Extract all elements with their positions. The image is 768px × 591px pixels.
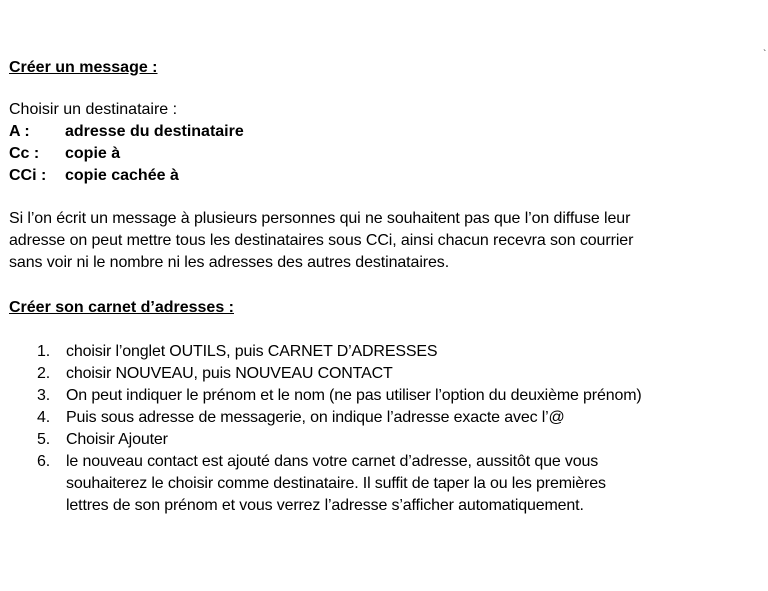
term-abbr-cci: CCi : <box>9 167 47 184</box>
intro-choose-recipient: Choisir un destinataire : <box>9 101 178 118</box>
list-item <box>9 341 767 363</box>
step-text: choisir NOUVEAU, puis NOUVEAU CONTACT <box>66 365 393 382</box>
step-text: On peut indiquer le prénom et le nom (ne pas utiliser l’option du deuxième prénom) <box>66 387 642 404</box>
term-def-cci: copie cachée à <box>65 167 179 184</box>
heading-address-book: Créer son carnet d’adresses : <box>9 299 234 316</box>
step-text: Choisir Ajouter <box>66 431 168 448</box>
document-page <box>9 0 767 591</box>
step-number: 6. <box>37 453 51 470</box>
list-item <box>9 385 767 407</box>
step-text: Puis sous adresse de messagerie, on indique l’adresse exacte avec l’@ <box>66 409 565 426</box>
step-number: 3. <box>37 387 51 404</box>
list-item <box>9 429 767 451</box>
paragraph-line: sans voir ni le nombre ni les adresses des autres destinataires. <box>9 254 450 271</box>
paragraph-line: Si l’on écrit un message à plusieurs personnes qui ne souhaitent pas que l’on diffuse leur <box>9 210 631 227</box>
step-number: 5. <box>37 431 51 448</box>
term-abbr-cc: Cc : <box>9 145 40 162</box>
step-text: choisir l’onglet OUTILS, puis CARNET D’ADRESSES <box>66 343 438 360</box>
corner-mark: ` <box>763 49 767 60</box>
step-text: lettres de son prénom et vous verrez l’adresse s’afficher automatiquement. <box>66 497 584 514</box>
term-abbr-a: A : <box>9 123 30 140</box>
step-text: souhaiterez le choisir comme destinataire. Il suffit de taper la ou les premières <box>66 475 606 492</box>
step-number: 1. <box>37 343 51 360</box>
term-def-cc: copie à <box>65 145 121 162</box>
list-item <box>9 363 767 385</box>
step-number: 2. <box>37 365 51 382</box>
step-number: 4. <box>37 409 51 426</box>
list-item <box>9 451 767 517</box>
heading-create-message: Créer un message : <box>9 59 158 76</box>
step-text: le nouveau contact est ajouté dans votre carnet d’adresse, aussitôt que vous <box>66 453 599 470</box>
list-item <box>9 407 767 429</box>
explanation-paragraph <box>9 208 764 274</box>
steps-list <box>9 341 767 517</box>
paragraph-line: adresse on peut mettre tous les destinataires sous CCi, ainsi chacun recevra son courrier <box>9 232 634 249</box>
term-def-a: adresse du destinataire <box>65 123 244 140</box>
